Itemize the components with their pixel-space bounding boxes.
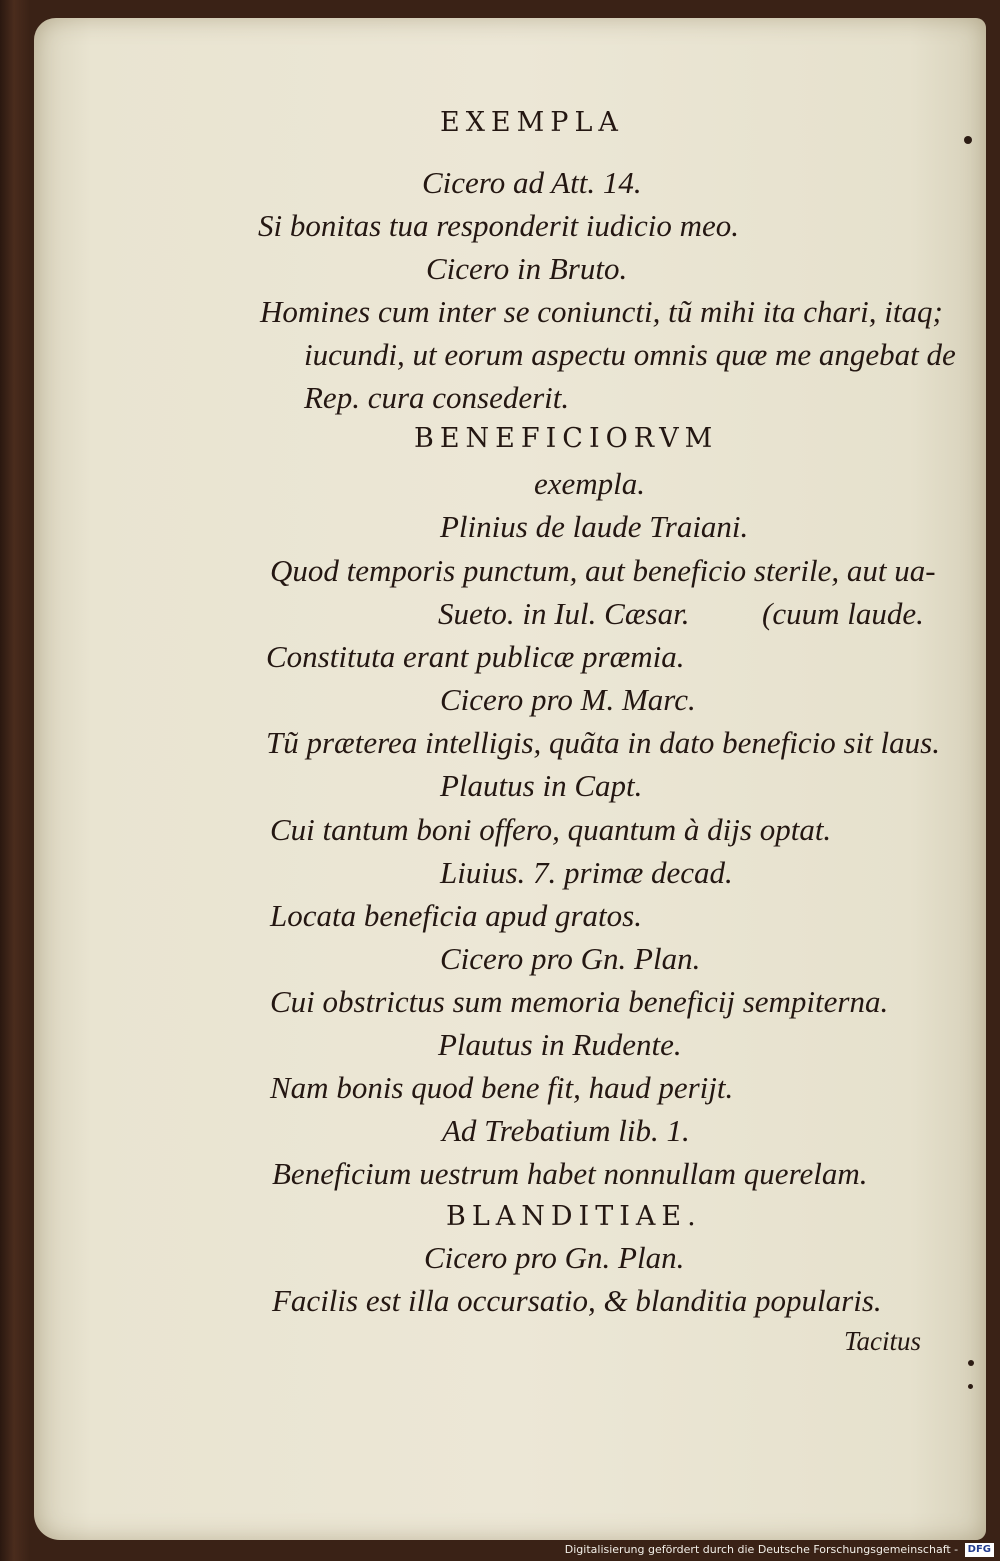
source-citation: Cicero pro Gn. Plan. bbox=[440, 941, 701, 976]
section-subheading: exempla. bbox=[534, 466, 646, 501]
quotation-line: Quod temporis punctum, aut beneficio sterile, aut ua- bbox=[270, 553, 936, 588]
source-citation: Cicero ad Att. 14. bbox=[422, 165, 642, 200]
source-citation: Ad Trebatium lib. 1. bbox=[442, 1113, 690, 1148]
section-heading: BENEFICIORVM bbox=[414, 423, 719, 454]
quotation-line: Cui tantum boni offero, quantum à dijs optat. bbox=[270, 812, 832, 847]
quotation-line: Rep. cura consederit. bbox=[304, 380, 570, 415]
credit-text: Digitalisierung gefördert durch die Deutsche Forschungsgemeinschaft - bbox=[564, 1543, 959, 1556]
source-citation: Cicero pro Gn. Plan. bbox=[424, 1240, 685, 1275]
catchword: Tacitus bbox=[844, 1326, 922, 1356]
source-citation: Liuius. 7. primæ decad. bbox=[440, 855, 733, 890]
quotation-line: Locata beneficia apud gratos. bbox=[270, 898, 642, 933]
source-citation: Plautus in Rudente. bbox=[438, 1027, 682, 1062]
quotation-line: Homines cum inter se coniuncti, tũ mihi ita chari, itaq; bbox=[260, 294, 943, 329]
quotation-line: Beneficium uestrum habet nonnullam querelam. bbox=[272, 1156, 868, 1191]
quotation-line: Constituta erant publicæ præmia. bbox=[266, 639, 685, 674]
quotation-continuation: (cuum laude. bbox=[762, 596, 924, 631]
quotation-line: Tũ præterea intelligis, quãta in dato beneficio sit laus. bbox=[266, 725, 940, 760]
quotation-line: Nam bonis quod bene fit, haud perijt. bbox=[270, 1070, 734, 1105]
quotation-line: iucundi, ut eorum aspectu omnis quæ me angebat de bbox=[304, 337, 956, 372]
source-citation: Sueto. in Iul. Cæsar. bbox=[438, 596, 690, 631]
section-heading: BLANDITIAE. bbox=[446, 1201, 702, 1232]
source-citation: Plautus in Capt. bbox=[440, 768, 643, 803]
quotation-line: Si bonitas tua responderit iudicio meo. bbox=[258, 208, 740, 243]
quotation-line: Facilis est illa occursatio, & blanditia popularis. bbox=[272, 1283, 882, 1318]
ink-speck bbox=[968, 1360, 974, 1366]
ink-speck bbox=[968, 1384, 973, 1389]
quotation-line: Cui obstrictus sum memoria beneficij sempiterna. bbox=[270, 984, 889, 1019]
dfg-logo: DFG bbox=[965, 1543, 994, 1557]
ink-speck bbox=[964, 136, 972, 144]
source-citation: Plinius de laude Traiani. bbox=[440, 509, 749, 544]
source-citation: Cicero in Bruto. bbox=[426, 251, 628, 286]
running-header: EXEMPLA bbox=[440, 107, 624, 138]
source-citation: Cicero pro M. Marc. bbox=[440, 682, 696, 717]
digitization-credit bbox=[565, 1541, 994, 1559]
